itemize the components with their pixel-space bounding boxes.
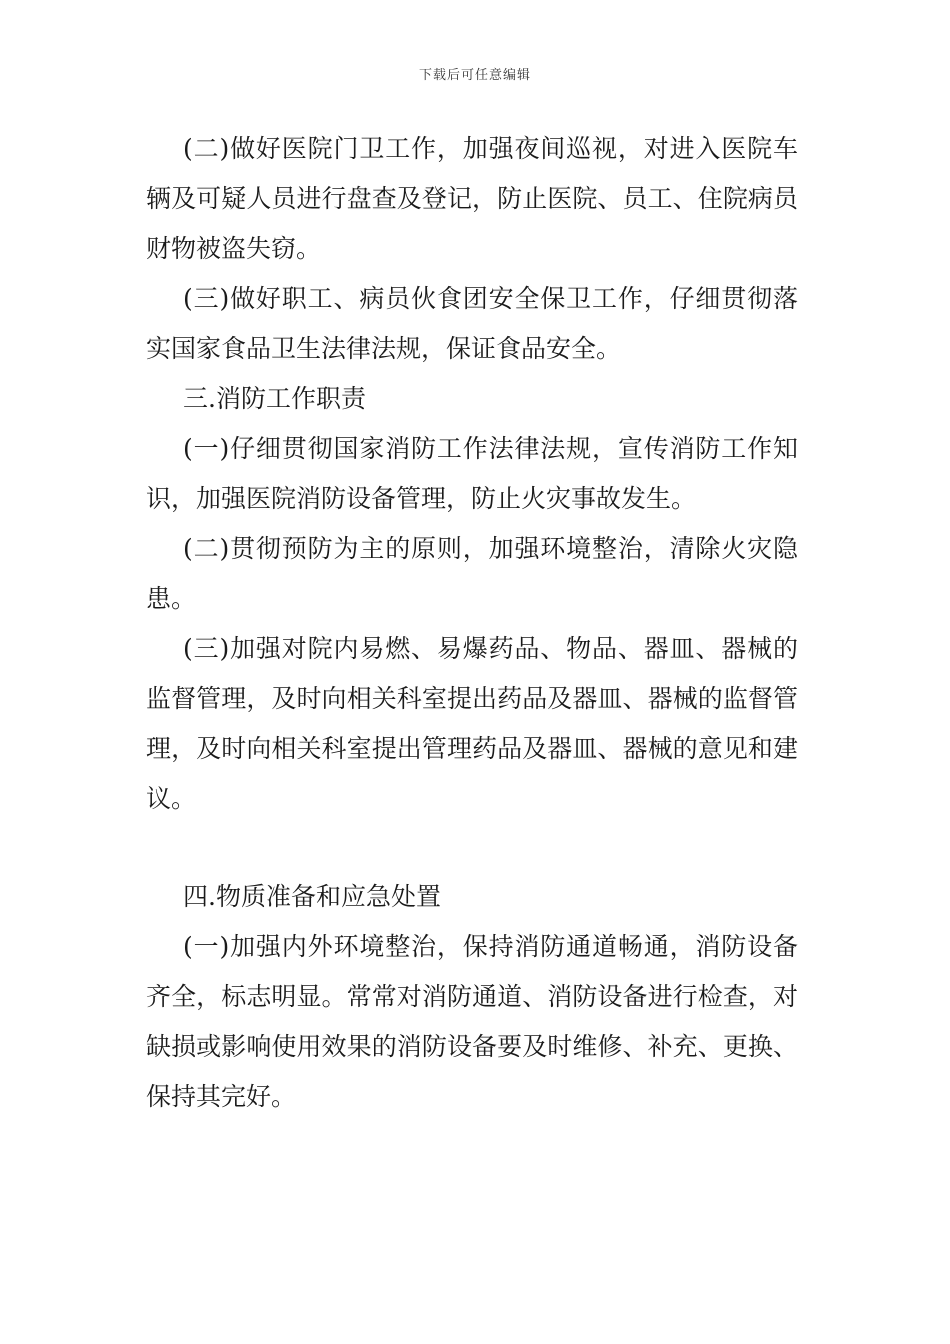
page-header: 下载后可任意编辑 bbox=[418, 68, 531, 83]
paragraph-canteen-safety: (三)做好职工、病员伙食团安全保卫工作，仔细贯彻落实国家食品卫生法律法规，保证食品安全。 bbox=[146, 284, 798, 363]
paragraph-gate-security: (二)做好医院门卫工作，加强夜间巡视，对进入医院车辆及可疑人员进行盘查及登记，防止医院、员工、住院病员财物被盗失窃。 bbox=[146, 134, 798, 263]
paragraph-fire-equipment: (一)加强内外环境整治，保持消防通道畅通，消防设备齐全，标志明显。常常对消防通道、消防设备进行检查，对缺损或影响使用效果的消防设备要及时维修、补充、更换、保持其完好。 bbox=[146, 932, 798, 1111]
paragraph-prevention: (二)贯彻预防为主的原则，加强环境整治，清除火灾隐患。 bbox=[146, 534, 798, 613]
paragraph-flammables-supervision: (三)加强对院内易燃、易爆药品、物品、器皿、器械的监督管理，及时向相关科室提出药品及器皿、器械的监督管理，及时向相关科室提出管理药品及器皿、器械的意见和建议。 bbox=[146, 634, 798, 813]
paragraph-fire-laws: (一)仔细贯彻国家消防工作法律法规，宣传消防工作知识，加强医院消防设备管理，防止火灾事故发生。 bbox=[146, 434, 798, 513]
section-heading-emergency: 四.物质准备和应急处置 bbox=[183, 882, 441, 911]
document-body bbox=[146, 124, 798, 1122]
section-heading-fire-duties: 三.消防工作职责 bbox=[183, 384, 366, 413]
